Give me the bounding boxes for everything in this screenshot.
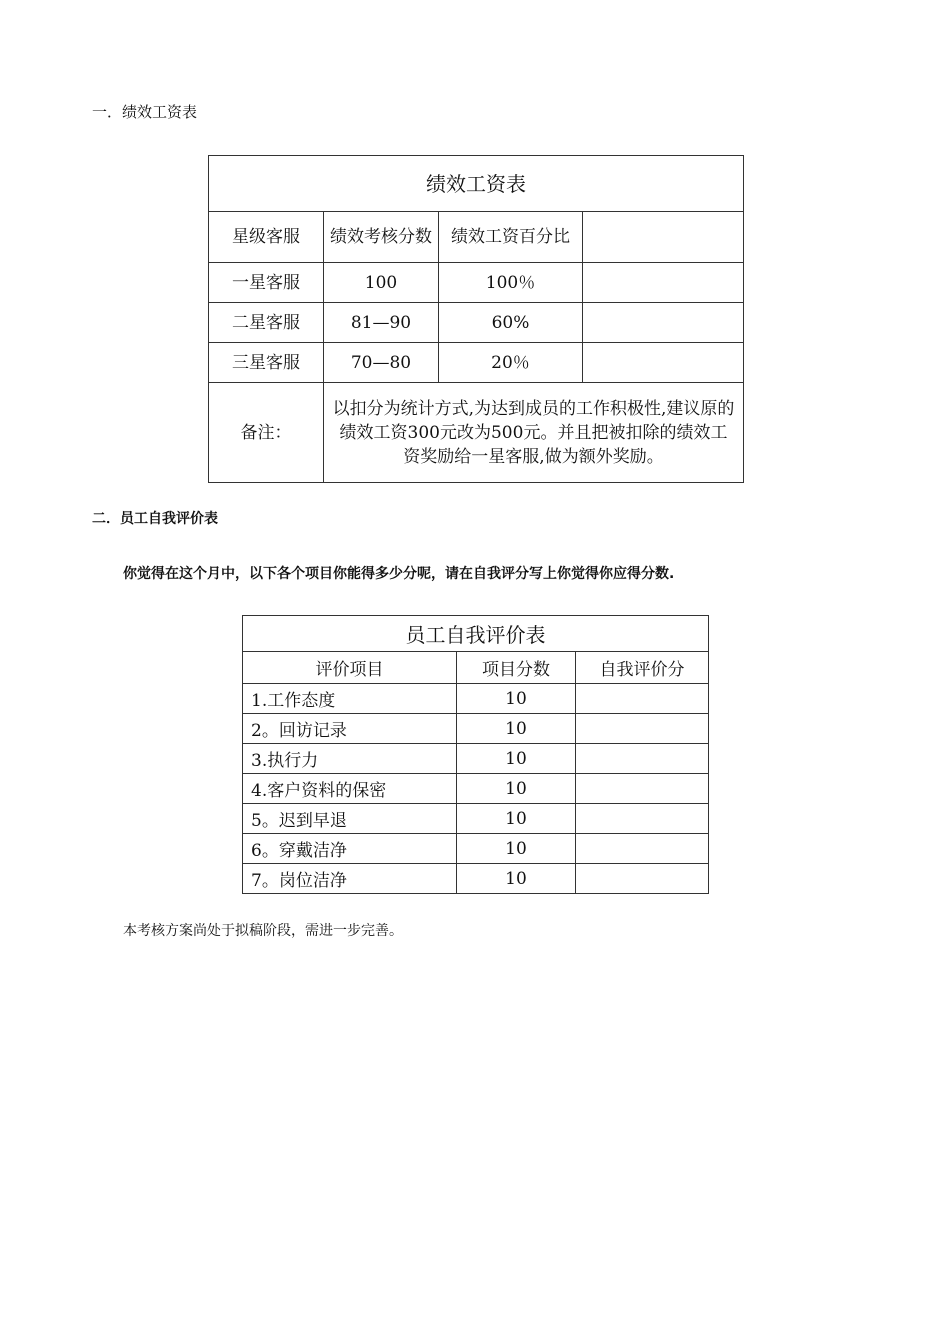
table-cell: 70—80	[324, 343, 439, 383]
header-cell: 项目分数	[457, 652, 576, 684]
score-cell: 10	[457, 834, 576, 864]
header-cell: 绩效工资百分比	[439, 212, 583, 263]
table-cell: 81—90	[324, 303, 439, 343]
table-cell	[583, 263, 744, 303]
note-label: 备注：	[209, 383, 324, 483]
item-cell: 2。回访记录	[243, 714, 457, 744]
table-row	[209, 343, 744, 383]
note-text: 以扣分为统计方式,为达到成员的工作积极性,建议原的绩效工资300元改为500元。并且把被扣除的绩效工资奖励给一星客服,做为额外奖励。	[324, 383, 744, 483]
table-cell: 二星客服	[209, 303, 324, 343]
table-row	[243, 834, 709, 864]
table-row	[243, 774, 709, 804]
table-cell: 20％	[439, 343, 583, 383]
table-row	[243, 744, 709, 774]
score-cell: 10	[457, 744, 576, 774]
score-cell: 10	[457, 774, 576, 804]
self-score-cell[interactable]	[576, 744, 709, 774]
performance-salary-table	[208, 155, 744, 483]
table-cell	[583, 343, 744, 383]
item-cell: 3.执行力	[243, 744, 457, 774]
table-header-row	[209, 212, 744, 263]
header-cell: 评价项目	[243, 652, 457, 684]
table-cell: 一星客服	[209, 263, 324, 303]
self-evaluation-table	[242, 615, 709, 894]
table-cell: 100	[324, 263, 439, 303]
table-row	[209, 263, 744, 303]
table-title: 员工自我评价表	[243, 616, 709, 652]
self-score-cell[interactable]	[576, 684, 709, 714]
table-row	[243, 714, 709, 744]
footer-note: 本考核方案尚处于拟稿阶段，需进一步完善。	[123, 923, 403, 939]
note-row	[209, 383, 744, 483]
table-cell: 三星客服	[209, 343, 324, 383]
table-cell: 100％	[439, 263, 583, 303]
score-cell: 10	[457, 714, 576, 744]
table-title: 绩效工资表	[209, 156, 744, 212]
header-cell: 星级客服	[209, 212, 324, 263]
section-2-heading: 二．员工自我评价表	[92, 511, 218, 527]
item-cell: 6。穿戴洁净	[243, 834, 457, 864]
header-cell: 绩效考核分数	[324, 212, 439, 263]
self-score-cell[interactable]	[576, 864, 709, 894]
section-1-heading: 一．绩效工资表	[92, 103, 198, 121]
table-row	[243, 684, 709, 714]
table-cell	[583, 303, 744, 343]
item-cell: 4.客户资料的保密	[243, 774, 457, 804]
table-row	[243, 804, 709, 834]
item-cell: 5。迟到早退	[243, 804, 457, 834]
table-row	[209, 303, 744, 343]
self-score-cell[interactable]	[576, 804, 709, 834]
self-score-cell[interactable]	[576, 774, 709, 804]
table-header-row	[243, 652, 709, 684]
self-score-cell[interactable]	[576, 714, 709, 744]
table-cell: 60%	[439, 303, 583, 343]
self-score-cell[interactable]	[576, 834, 709, 864]
header-cell: 自我评价分	[576, 652, 709, 684]
item-cell: 7。岗位洁净	[243, 864, 457, 894]
table-row	[243, 864, 709, 894]
score-cell: 10	[457, 804, 576, 834]
header-cell	[583, 212, 744, 263]
score-cell: 10	[457, 684, 576, 714]
section-2-intro: 你觉得在这个月中，以下各个项目你能得多少分呢，请在自我评分写上你觉得你应得分数.	[123, 566, 675, 582]
item-cell: 1.工作态度	[243, 684, 457, 714]
score-cell: 10	[457, 864, 576, 894]
